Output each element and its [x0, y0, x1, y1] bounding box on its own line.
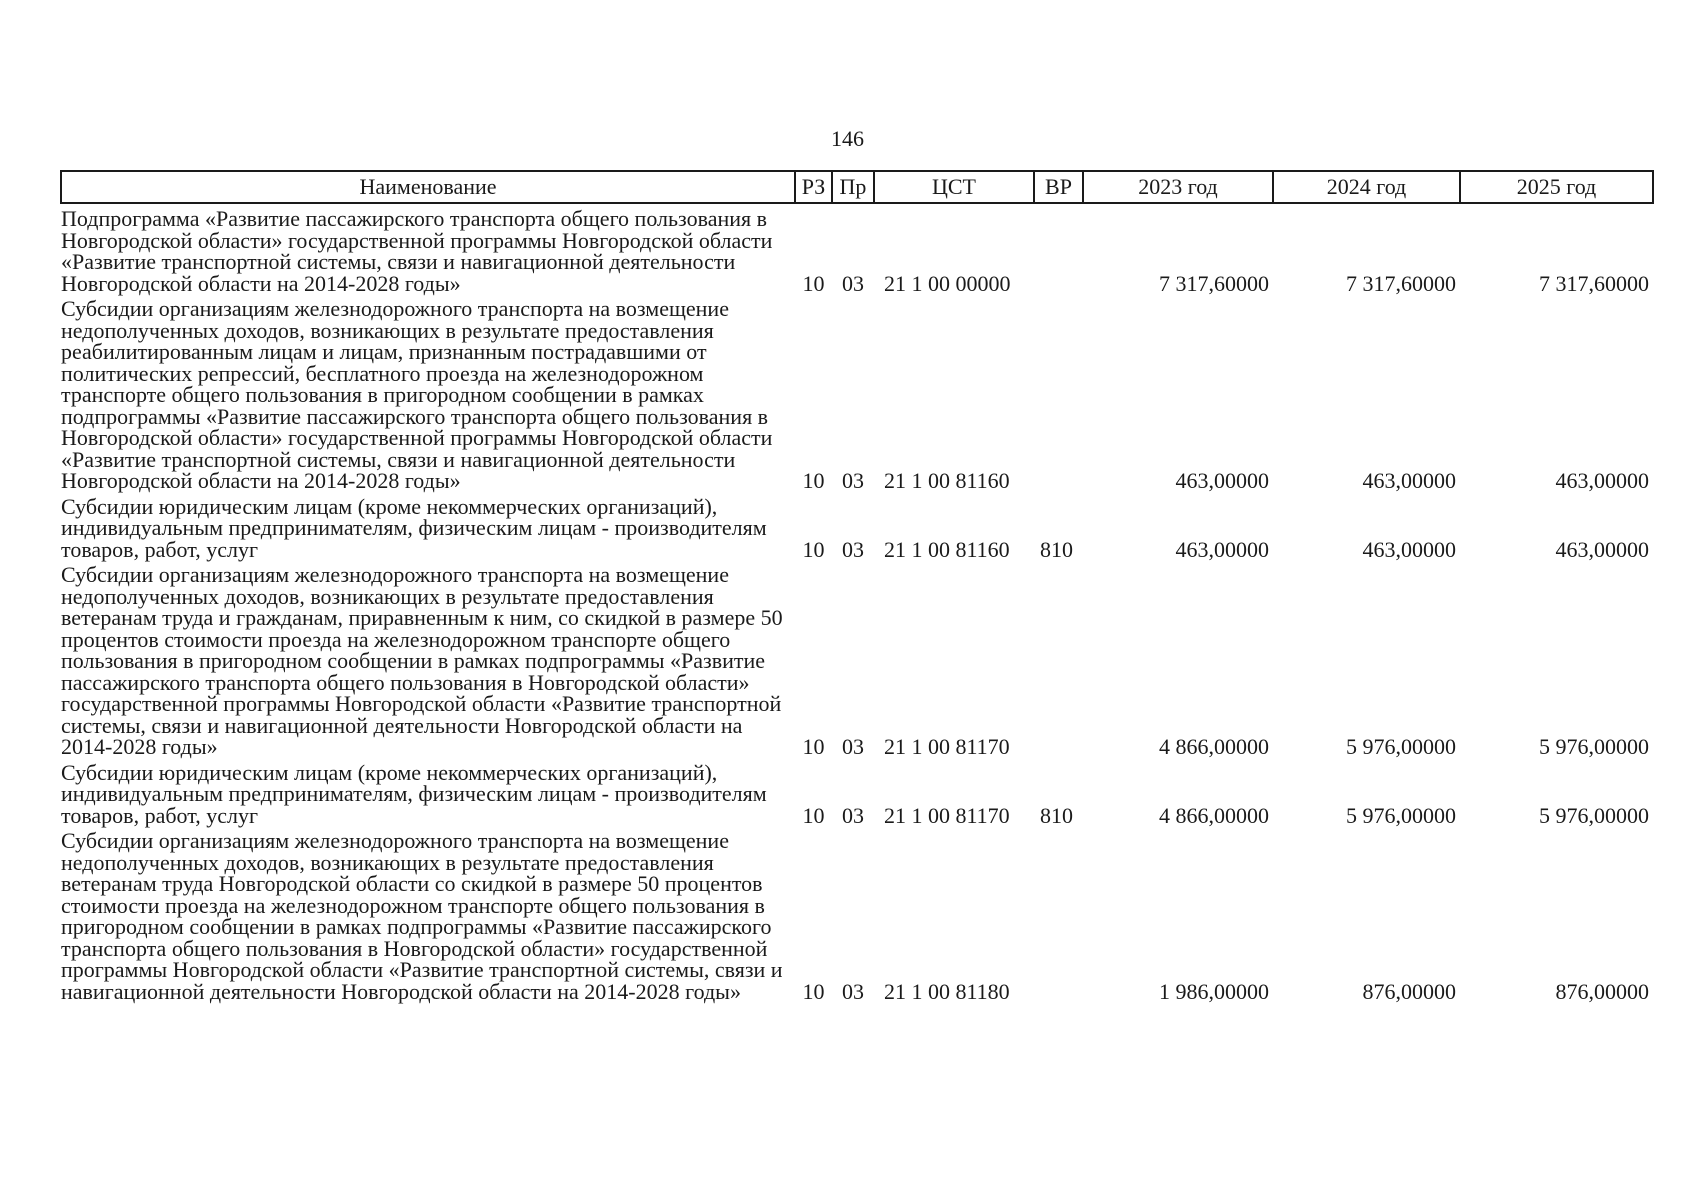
- table-row: [61, 758, 1653, 827]
- row-2023: 463,00000: [1175, 536, 1269, 562]
- row-pr: 03: [842, 536, 864, 562]
- row-cst: 21 1 00 81180: [884, 978, 1010, 1004]
- table-body: [61, 203, 1653, 1002]
- row-rz: 10: [802, 270, 825, 296]
- row-name: Субсидии организациям железнодорожного транспорта на возмещение недополученных доходов, возникающих в результате предоставления реабилитированным лицам и лицам, признанным пострадавшими от политических репрессий, бесплатного проезда на железнодорожном транспорте общего пользования в пригородном сообщении в рамках подпрограммы «Развитие пассажирского транспорта общего пользования в Новгородской области» государственной программы Новгородской области «Развитие транспортной системы, связи и навигационной деятельности Новгородской области на 2014-2028 годы»: [61, 296, 773, 493]
- row-rz: 10: [802, 802, 825, 828]
- row-2025: 7 317,60000: [1539, 270, 1649, 296]
- row-name: Субсидии юридическим лицам (кроме некоммерческих организаций), индивидуальным предпринимателям, физическим лицам - производителям товаров, работ, услуг: [61, 759, 767, 828]
- table-row: [61, 203, 1653, 294]
- row-pr: 03: [842, 270, 864, 296]
- header-pr: Пр: [832, 171, 874, 203]
- row-2024: 7 317,60000: [1346, 270, 1456, 296]
- row-2025: 5 976,00000: [1539, 802, 1649, 828]
- header-2025: 2025 год: [1460, 171, 1653, 203]
- header-2023: 2023 год: [1083, 171, 1273, 203]
- row-cst: 21 1 00 81160: [884, 468, 1010, 493]
- table-row: [61, 294, 1653, 492]
- row-2024: 463,00000: [1362, 536, 1456, 562]
- row-2024: 5 976,00000: [1346, 734, 1456, 759]
- row-2023: 7 317,60000: [1159, 270, 1269, 296]
- row-2025: 876,00000: [1555, 978, 1649, 1004]
- row-pr: 03: [842, 978, 864, 1004]
- header-vr: ВР: [1034, 171, 1083, 203]
- row-2023: 4 866,00000: [1159, 802, 1269, 828]
- row-2023: 1 986,00000: [1159, 978, 1269, 1004]
- header-name: Наименование: [61, 171, 795, 203]
- row-cst: 21 1 00 81160: [884, 536, 1010, 562]
- row-vr: [1034, 294, 1083, 492]
- row-2025: 463,00000: [1555, 468, 1649, 493]
- row-name: Субсидии юридическим лицам (кроме некоммерческих организаций), индивидуальным предпринимателям, физическим лицам - производителям товаров, работ, услуг: [61, 493, 767, 562]
- row-name: Подпрограмма «Развитие пассажирского транспорта общего пользования в Новгородской области» государственной программы Новгородской области «Развитие транспортной системы, связи и навигационной деятельности Новгородской области на 2014-2028 годы»: [61, 206, 773, 296]
- row-cst: 21 1 00 81170: [884, 734, 1010, 759]
- row-cst: 21 1 00 00000: [884, 270, 1011, 296]
- row-vr: [1034, 560, 1083, 758]
- row-2025: 463,00000: [1555, 536, 1649, 562]
- row-vr: 810: [1040, 536, 1073, 562]
- table-row: [61, 560, 1653, 758]
- row-2024: 463,00000: [1362, 468, 1456, 493]
- row-vr: [1034, 203, 1083, 294]
- table-row: [61, 826, 1653, 1002]
- row-name: Субсидии организациям железнодорожного транспорта на возмещение недополученных доходов, возникающих в результате предоставления ветеранам труда и гражданам, приравненным к ним, со скидкой в размере 50 процентов стоимости проезда на железнодорожном транспорте общего пользования в пригородном сообщении в рамках подпрограммы «Развитие пассажирского транспорта общего пользования в Новгородской области» государственной программы Новгородской области «Развитие транспортной системы, связи и навигационной деятельности Новгородской области на 2014-2028 годы»: [61, 562, 783, 759]
- row-2023: 463,00000: [1175, 468, 1269, 493]
- row-pr: 03: [842, 468, 864, 493]
- row-rz: 10: [802, 734, 825, 759]
- budget-table: [60, 170, 1654, 1002]
- table-row: [61, 492, 1653, 561]
- row-vr: [1034, 826, 1083, 1002]
- row-rz: 10: [802, 978, 825, 1004]
- header-row: [61, 171, 1653, 203]
- row-pr: 03: [842, 802, 864, 828]
- header-cst: ЦСТ: [874, 171, 1034, 203]
- row-rz: 10: [802, 468, 825, 493]
- row-vr: 810: [1040, 802, 1073, 828]
- page-number: 146: [831, 126, 864, 151]
- row-2024: 5 976,00000: [1346, 802, 1456, 828]
- row-name: Субсидии организациям железнодорожного транспорта на возмещение недополученных доходов, возникающих в результате предоставления ветеранам труда Новгородской области со скидкой в размере 50 процентов стоимости проезда на железнодорожном транспорте общего пользования в пригородном сообщении в рамках подпрограммы «Развитие пассажирского транспорта общего пользования в Новгородской области» государственной программы Новгородской области «Развитие транспортной системы, связи и навигационной деятельности Новгородской области на 2014-2028 годы»: [61, 828, 783, 1004]
- row-pr: 03: [842, 734, 864, 759]
- row-cst: 21 1 00 81170: [884, 802, 1010, 828]
- row-2023: 4 866,00000: [1159, 734, 1269, 759]
- row-rz: 10: [802, 536, 825, 562]
- table-header: [61, 171, 1653, 203]
- row-2025: 5 976,00000: [1539, 734, 1649, 759]
- header-2024: 2024 год: [1273, 171, 1460, 203]
- row-2024: 876,00000: [1362, 978, 1456, 1004]
- header-rz: РЗ: [795, 171, 832, 203]
